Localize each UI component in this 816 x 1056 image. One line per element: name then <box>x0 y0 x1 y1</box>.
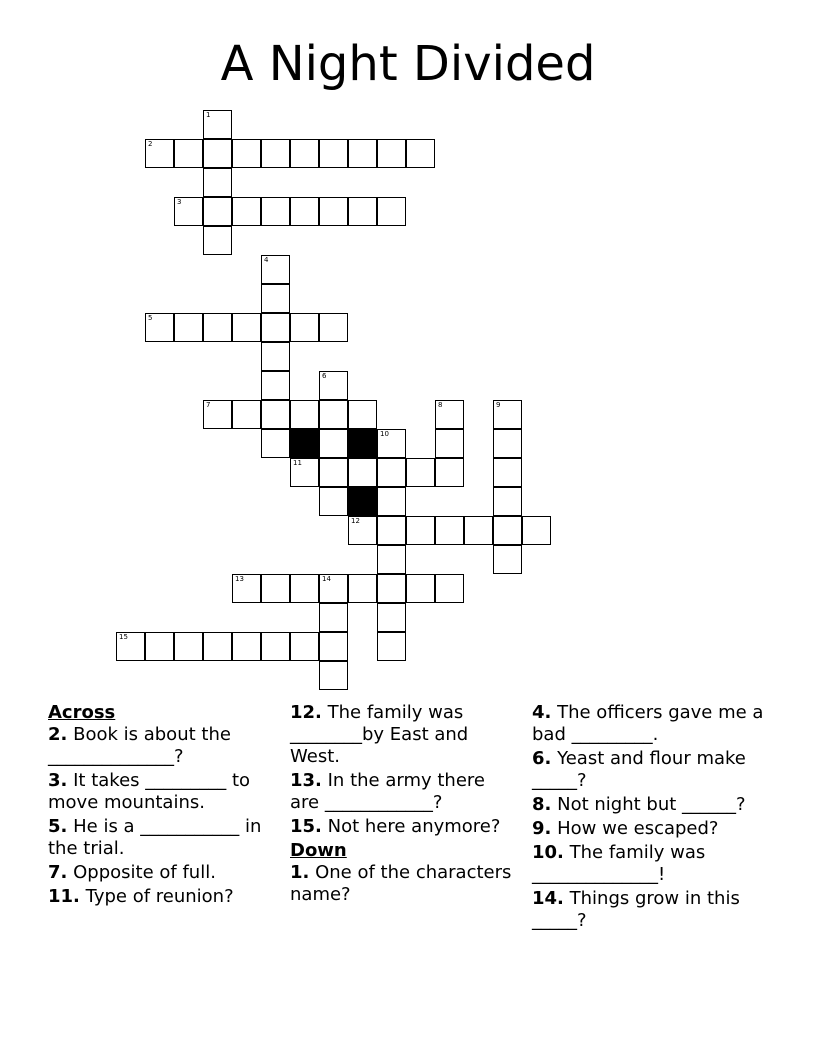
crossword-cell[interactable] <box>406 574 435 603</box>
clue-number: 15. <box>290 816 322 837</box>
clue-text: It takes _________ to move mountains. <box>48 770 251 813</box>
crossword-cell[interactable] <box>348 400 377 429</box>
crossword-cell[interactable] <box>348 574 377 603</box>
crossword-cell[interactable] <box>493 400 522 429</box>
across-heading: Across <box>48 702 116 723</box>
clue-number: 14. <box>532 888 564 909</box>
clue-number: 13. <box>290 770 322 791</box>
crossword-cell[interactable] <box>493 429 522 458</box>
crossword-cell[interactable] <box>348 458 377 487</box>
crossword-cell[interactable] <box>261 313 290 342</box>
crossword-cell[interactable] <box>377 139 406 168</box>
clue-text: Not night but ______? <box>557 794 746 815</box>
cell-number: 4 <box>264 256 269 264</box>
crossword-cell[interactable] <box>232 400 261 429</box>
clue-number: 7. <box>48 862 68 883</box>
clue-item <box>532 842 772 886</box>
clue-text: Things grow in this _____? <box>532 888 740 931</box>
clue-item <box>532 888 772 932</box>
cell-number: 9 <box>496 401 501 409</box>
crossword-cell[interactable] <box>261 139 290 168</box>
clue-item <box>290 770 512 814</box>
clue-item <box>532 702 772 746</box>
clue-item <box>48 724 268 768</box>
crossword-cell[interactable] <box>232 197 261 226</box>
cell-number: 6 <box>322 372 327 380</box>
crossword-cell[interactable] <box>435 429 464 458</box>
cell-number: 12 <box>351 517 360 525</box>
crossword-cell[interactable] <box>203 313 232 342</box>
clue-item <box>290 862 512 906</box>
crossword-cell[interactable] <box>319 632 348 661</box>
clue-item <box>290 702 512 768</box>
clue-item <box>48 770 268 814</box>
crossword-cell[interactable] <box>261 284 290 313</box>
crossword-cell[interactable] <box>261 255 290 284</box>
crossword-cell[interactable] <box>319 429 348 458</box>
crossword-cell[interactable] <box>290 400 319 429</box>
clue-text: He is a ___________ in the trial. <box>48 816 262 859</box>
clue-text: Type of reunion? <box>85 886 234 907</box>
clue-item <box>290 816 512 838</box>
page-title: A Night Divided <box>220 36 596 92</box>
crossword-cell[interactable] <box>319 313 348 342</box>
clue-number: 9. <box>532 818 552 839</box>
clue-number: 4. <box>532 702 552 723</box>
cell-number: 5 <box>148 314 153 322</box>
clue-item <box>532 794 772 816</box>
clue-item <box>48 886 268 908</box>
clue-text: The officers gave me a bad _________. <box>532 702 764 745</box>
crossword-cell[interactable] <box>348 197 377 226</box>
cell-number: 1 <box>206 111 211 119</box>
crossword-cell[interactable] <box>377 487 406 516</box>
cell-number: 7 <box>206 401 211 409</box>
crossword-cell[interactable] <box>406 139 435 168</box>
clue-number: 11. <box>48 886 80 907</box>
clue-text: The family was ______________! <box>532 842 706 885</box>
crossword-cell[interactable] <box>203 168 232 197</box>
crossword-cell[interactable] <box>522 516 551 545</box>
crossword-cell[interactable] <box>261 632 290 661</box>
crossword-cell[interactable] <box>377 429 406 458</box>
cell-number: 11 <box>293 459 302 467</box>
crossword-block <box>290 429 319 458</box>
cell-number: 8 <box>438 401 443 409</box>
crossword-cell[interactable] <box>377 603 406 632</box>
crossword-cell[interactable] <box>203 197 232 226</box>
crossword-cell[interactable] <box>435 574 464 603</box>
crossword-cell[interactable] <box>377 516 406 545</box>
clue-number: 10. <box>532 842 564 863</box>
crossword-cell[interactable] <box>319 197 348 226</box>
crossword-cell[interactable] <box>319 458 348 487</box>
crossword-cell[interactable] <box>203 632 232 661</box>
crossword-cell[interactable] <box>319 139 348 168</box>
clue-item <box>532 748 772 792</box>
clue-number: 2. <box>48 724 68 745</box>
crossword-cell[interactable] <box>377 545 406 574</box>
crossword-cell[interactable] <box>261 197 290 226</box>
clue-text: Yeast and flour make _____? <box>532 748 746 791</box>
crossword-block <box>348 429 377 458</box>
crossword-cell[interactable] <box>116 632 145 661</box>
crossword-cell[interactable] <box>493 516 522 545</box>
crossword-cell[interactable] <box>290 197 319 226</box>
clue-number: 5. <box>48 816 68 837</box>
clue-number: 6. <box>532 748 552 769</box>
crossword-cell[interactable] <box>377 632 406 661</box>
crossword-cell[interactable] <box>174 139 203 168</box>
crossword-cell[interactable] <box>290 313 319 342</box>
crossword-cell[interactable] <box>493 487 522 516</box>
crossword-cell[interactable] <box>319 487 348 516</box>
clue-text: The family was ________by East and West. <box>290 702 469 767</box>
crossword-cell[interactable] <box>435 516 464 545</box>
clue-text: Not here anymore? <box>327 816 501 837</box>
crossword-cell[interactable] <box>493 458 522 487</box>
cell-number: 13 <box>235 575 244 583</box>
crossword-cell[interactable] <box>145 139 174 168</box>
crossword-cell[interactable] <box>290 574 319 603</box>
cell-number: 15 <box>119 633 128 641</box>
crossword-cell[interactable] <box>174 313 203 342</box>
crossword-cell[interactable] <box>464 516 493 545</box>
clue-item <box>48 816 268 860</box>
crossword-cell[interactable] <box>319 400 348 429</box>
crossword-cell[interactable] <box>290 458 319 487</box>
crossword-cell[interactable] <box>261 371 290 400</box>
clues-column-3 <box>532 702 772 934</box>
clue-number: 3. <box>48 770 68 791</box>
crossword-cell[interactable] <box>435 400 464 429</box>
crossword-cell[interactable] <box>203 400 232 429</box>
crossword-cell[interactable] <box>377 458 406 487</box>
crossword-cell[interactable] <box>261 400 290 429</box>
crossword-cell[interactable] <box>203 110 232 139</box>
crossword-cell[interactable] <box>174 632 203 661</box>
crossword-cell[interactable] <box>319 371 348 400</box>
crossword-cell[interactable] <box>232 313 261 342</box>
cell-number: 10 <box>380 430 389 438</box>
crossword-cell[interactable] <box>203 139 232 168</box>
clue-text: In the army there are ____________? <box>290 770 485 813</box>
crossword-cell[interactable] <box>290 632 319 661</box>
clues-column-1 <box>48 702 268 910</box>
crossword-cell[interactable] <box>348 516 377 545</box>
crossword-cell[interactable] <box>232 632 261 661</box>
crossword-cell[interactable] <box>406 516 435 545</box>
crossword-cell[interactable] <box>261 342 290 371</box>
cell-number: 3 <box>177 198 182 206</box>
crossword-cell[interactable] <box>232 139 261 168</box>
clue-item <box>532 818 772 840</box>
clue-text: How we escaped? <box>557 818 719 839</box>
clues-column-2 <box>290 702 512 908</box>
crossword-cell[interactable] <box>319 603 348 632</box>
clue-text: Opposite of full. <box>73 862 216 883</box>
crossword-cell[interactable] <box>261 574 290 603</box>
crossword-cell[interactable] <box>377 197 406 226</box>
crossword-cell[interactable] <box>435 458 464 487</box>
crossword-cell[interactable] <box>232 574 261 603</box>
crossword-cell[interactable] <box>145 313 174 342</box>
cell-number: 14 <box>322 575 331 583</box>
clue-number: 8. <box>532 794 552 815</box>
cell-number: 2 <box>148 140 153 148</box>
crossword-cell[interactable] <box>377 574 406 603</box>
crossword-cell[interactable] <box>348 139 377 168</box>
down-heading: Down <box>290 840 347 861</box>
crossword-cell[interactable] <box>261 429 290 458</box>
clue-number: 1. <box>290 862 310 883</box>
crossword-cell[interactable] <box>493 545 522 574</box>
clue-number: 12. <box>290 702 322 723</box>
crossword-cell[interactable] <box>203 226 232 255</box>
crossword-cell[interactable] <box>174 197 203 226</box>
crossword-cell[interactable] <box>290 139 319 168</box>
clue-item <box>48 862 268 884</box>
crossword-cell[interactable] <box>319 574 348 603</box>
crossword-cell[interactable] <box>145 632 174 661</box>
clue-text: One of the characters name? <box>290 862 512 905</box>
crossword-block <box>348 487 377 516</box>
crossword-cell[interactable] <box>406 458 435 487</box>
clue-text: Book is about the ______________? <box>48 724 231 767</box>
crossword-cell[interactable] <box>319 661 348 690</box>
